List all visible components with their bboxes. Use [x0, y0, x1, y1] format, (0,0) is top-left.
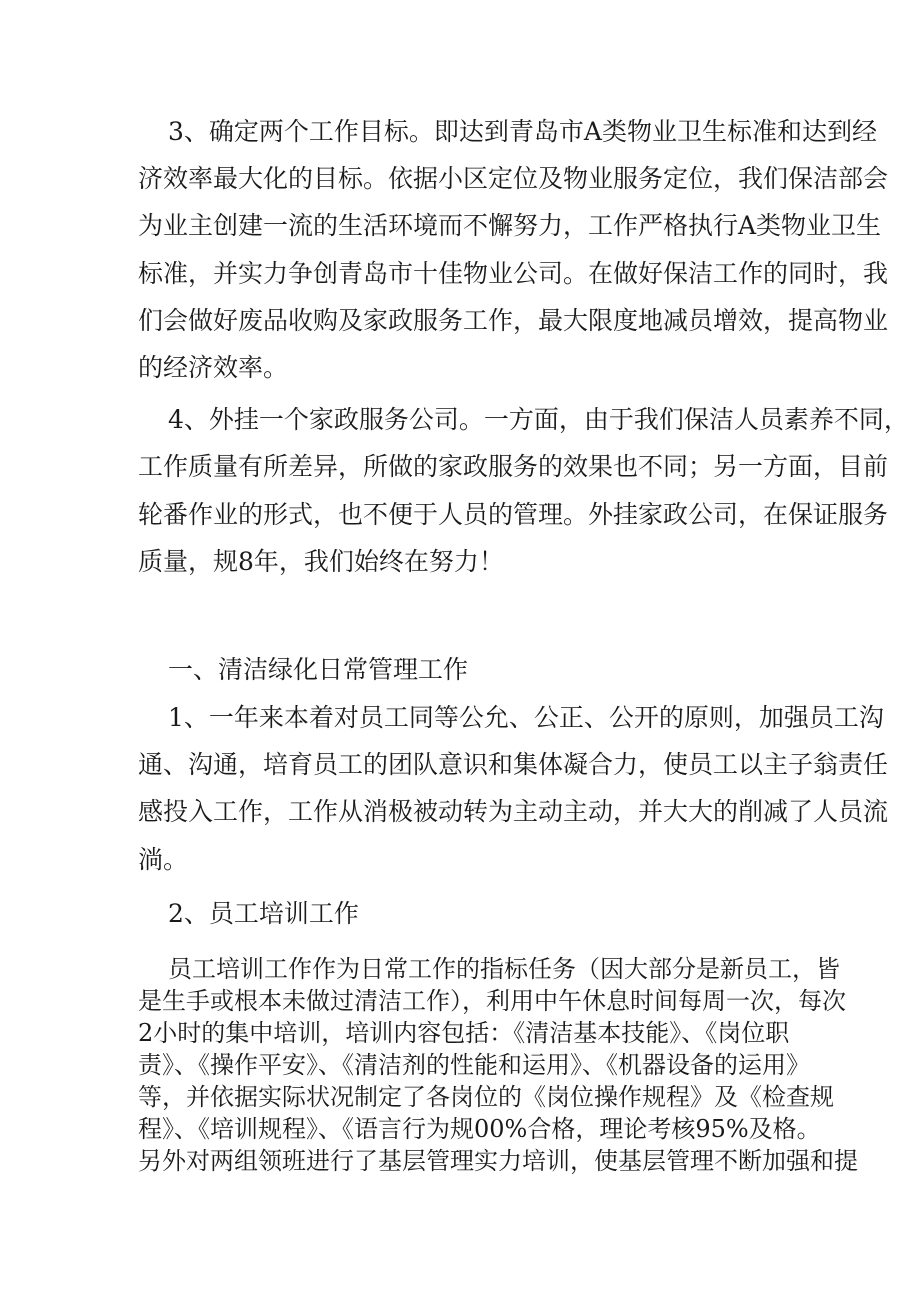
training-line-7: 另外对两组领班进行了基层管理实力培训，使基层管理不断加强和提	[138, 1147, 858, 1175]
training-line-4: 责》、《操作平安》、《清洁剂的性能和运用》、《机器设备的运用》	[138, 1051, 810, 1079]
paragraph-4-line-1: 4、外挂一个家政服务公司。一方面，由于我们保洁人员素养不同，	[168, 405, 909, 434]
paragraph-3-line-5: 们会做好废品收购及家政服务工作，最大限度地减员增效，提高物业	[138, 306, 889, 335]
training-line-6: 程》、《培训规程》、《语言行为规00%合格，理论考核95%及格。	[138, 1115, 821, 1143]
section-heading: 一、清洁绿化日常管理工作	[168, 655, 469, 684]
training-line-2: 是生手或根本未做过清洁工作），利用中午休息时间每周一次，每次	[138, 987, 846, 1015]
paragraph-3-line-2: 济效率最大化的目标。依据小区定位及物业服务定位，我们保洁部会	[138, 164, 889, 193]
training-line-3: 2小时的集中培训，培训内容包括：《清洁基本技能》、《岗位职	[138, 1019, 790, 1047]
item-1-line-4: 淌。	[138, 845, 189, 874]
item-1-line-3: 感投入工作，工作从消极被动转为主动主动，并大大的削减了人员流	[138, 797, 889, 826]
item-1-line-2: 通、沟通，培育员工的团队意识和集体凝合力，使员工以主子翁责任	[138, 750, 889, 779]
training-line-5: 等，并依据实际状况制定了各岗位的《岗位操作规程》及《检查规	[138, 1083, 834, 1111]
training-line-1: 员工培训工作作为日常工作的指标任务（因大部分是新员工，皆	[168, 955, 840, 983]
paragraph-4-line-3: 轮番作业的形式，也不便于人员的管理。外挂家政公司，在保证服务	[138, 500, 889, 529]
paragraph-3-line-1: 3、确定两个工作目标。即达到青岛市A类物业卫生标准和达到经	[168, 117, 877, 146]
paragraph-4-line-2: 工作质量有所差异，所做的家政服务的效果也不同；另一方面，目前	[138, 452, 889, 481]
item-2-heading: 2、员工培训工作	[168, 899, 359, 928]
paragraph-3-line-4: 标准，并实力争创青岛市十佳物业公司。在做好保洁工作的同时，我	[138, 259, 889, 288]
paragraph-3-line-3: 为业主创建一流的生活环境而不懈努力，工作严格执行A类物业卫生	[138, 211, 882, 240]
item-1-line-1: 1、一年来本着对员工同等公允、公正、公开的原则，加强员工沟	[168, 703, 884, 732]
paragraph-4-line-4: 质量，规8年，我们始终在努力！	[138, 547, 504, 576]
paragraph-3-line-6: 的经济效率。	[138, 353, 289, 382]
